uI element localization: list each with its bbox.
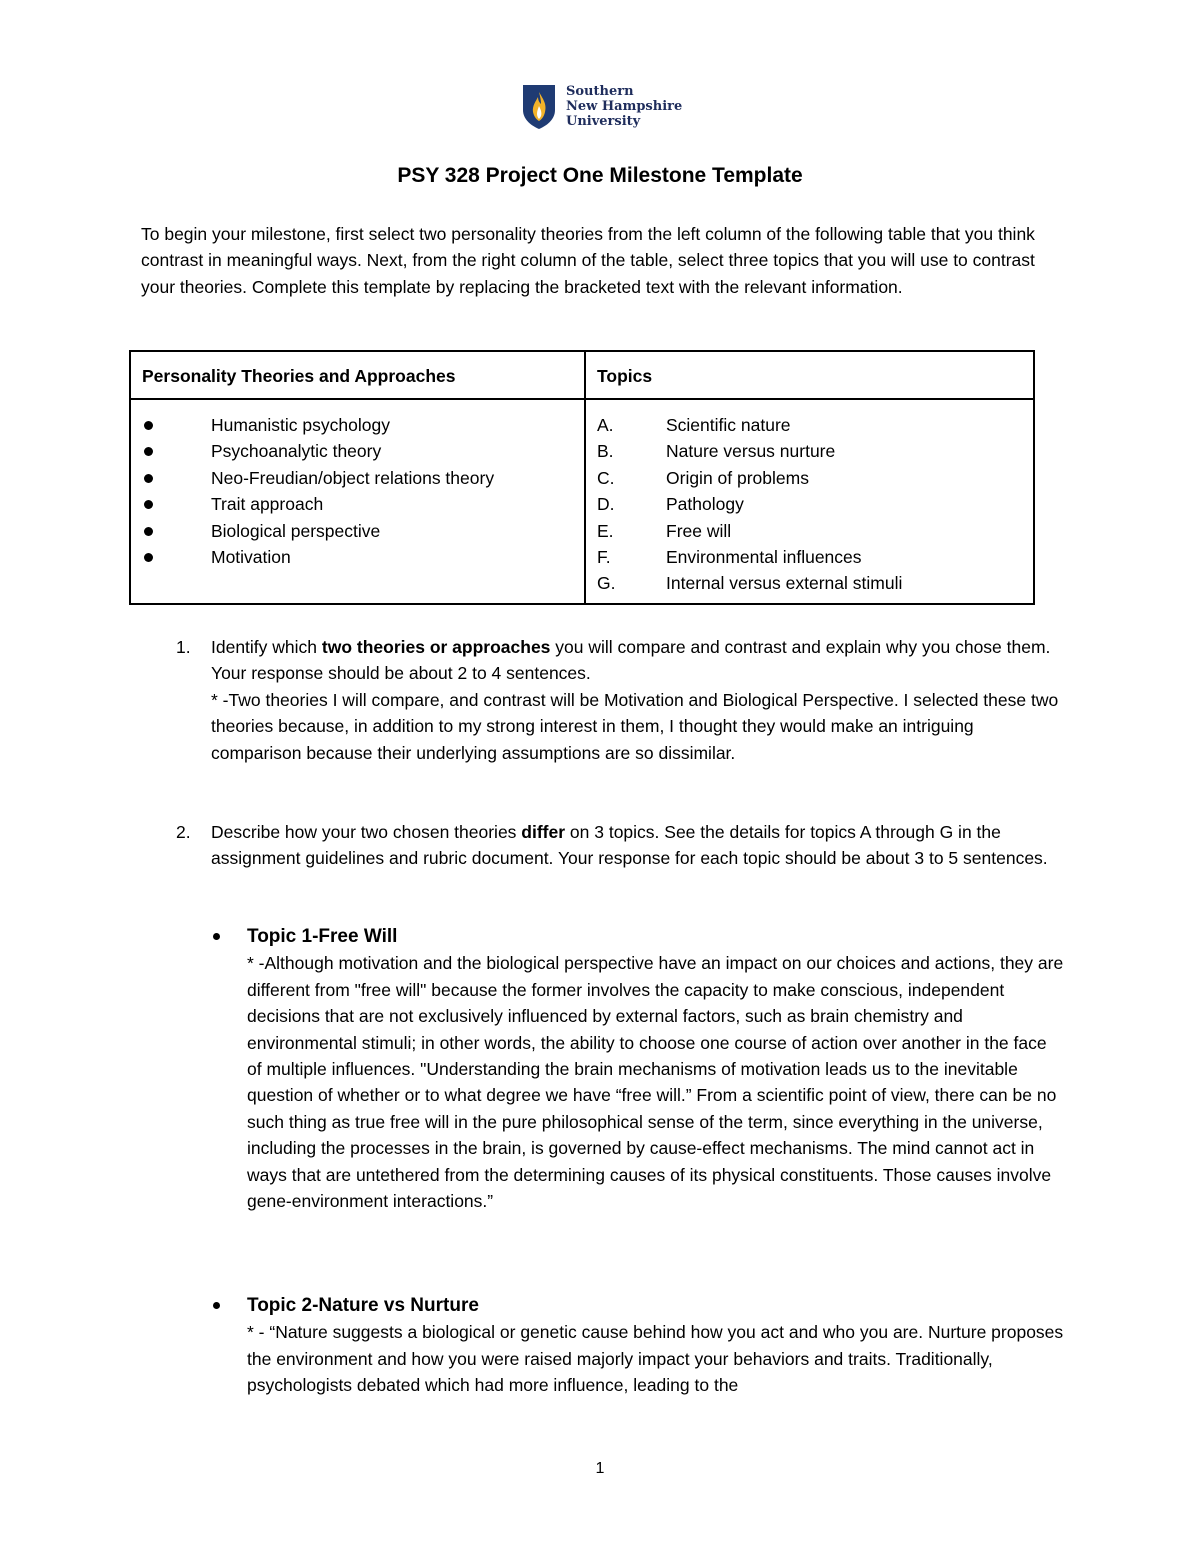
question-prompt-pre: Identify which (211, 637, 322, 657)
topic-letter: B. (597, 441, 614, 462)
topic-letter: D. (597, 494, 615, 515)
page-number: 1 (595, 1460, 605, 1477)
topic-item (586, 412, 1033, 438)
bullet-icon (144, 553, 153, 562)
theory-label: Trait approach (211, 494, 324, 515)
logo-wordmark (566, 84, 682, 129)
question-body (211, 819, 1066, 872)
topic-item (586, 570, 1033, 596)
theories-column (131, 352, 586, 603)
question-prompt-pre: Describe how your two chosen theories (211, 822, 522, 842)
bullet-icon (144, 474, 153, 483)
question-prompt-bold: two theories or approaches (321, 637, 551, 657)
topic-letter: C. (597, 467, 615, 488)
topic-heading: Topic 1-Free Will (247, 926, 398, 947)
question-prompt-post: you will compare and contrast and explain why you chose them. Your response should be about 2 to 4 sentences. (211, 637, 1051, 684)
topic-item (586, 438, 1033, 464)
theory-label: Psychoanalytic theory (211, 441, 382, 462)
topic-letter: E. (597, 520, 614, 541)
page-title: PSY 328 Project One Milestone Template (397, 164, 803, 187)
theories-list (131, 400, 584, 570)
topic-item (586, 491, 1033, 517)
bullet-icon (213, 933, 220, 940)
bullet-icon (144, 447, 153, 456)
question-prompt-bold: differ (521, 822, 566, 842)
question-number: 2. (176, 822, 191, 842)
topic-1-section (211, 924, 1066, 1214)
theory-label: Motivation (211, 546, 291, 567)
theory-item (131, 465, 584, 491)
topic-text: * - “Nature suggests a biological or genetic cause behind how you act and who you are. Nurture proposes the environment and how you were raised majorly impact your behaviors and traits. Traditionally, psychologists debated which had more influence, leading to the (247, 1322, 1064, 1396)
intro-paragraph: To begin your milestone, first select two personality theories from the left column of the following table that you think contrast in meaningful ways. Next, from the right column of the table, select three topics that you will use to contrast your theories. Complete this template by replacing the bracketed text with the relevant information. (141, 224, 1035, 297)
theory-label: Biological perspective (211, 520, 381, 541)
topic-content (247, 924, 1066, 1214)
topic-text: * -Although motivation and the biological perspective have an impact on our choices and actions, they are different from "free will" because the former involves the capacity to make conscious, independent decisions that are not exclusively influenced by external factors, such as brain chemistry and environmental stimuli; in other words, the ability to choose one course of action over another in the face of multiple influences. "Understanding the brain mechanisms of motivation leads us to the inevitable question of whether or to what degree we have “free will.” From a scientific point of view, there can be no such thing as true free will in the pure philosophical sense of the term, since everything in the universe, including the processes in the brain, is governed by cause-effect mechanisms. The mind cannot act in ways that are untethered from the determining causes of its physical constituents. Those causes involve gene-environment interactions.” (247, 953, 1064, 1212)
theory-label: Neo-Freudian/object relations theory (211, 467, 495, 488)
theory-item (131, 544, 584, 570)
topic-label: Scientific nature (666, 415, 791, 435)
topic-content (247, 1293, 1066, 1399)
logo-line-3: University (566, 114, 641, 129)
topics-header: Topics (586, 352, 1033, 400)
question-prompt-post: on 3 topics. See the details for topics A through G in the assignment guidelines and rubric document. Your response for each topic should be about 3 to 5 sentences. (211, 822, 1048, 869)
flame-shield-icon (522, 84, 556, 130)
question-number: 1. (176, 637, 191, 657)
question-answer: * -Two theories I will compare, and contrast will be Motivation and Biological Perspective. I selected these two theories because, in addition to my strong interest in them, I thought they would make an intriguing comparison because their underlying assumptions are so dissimilar. (211, 689, 1059, 763)
topic-label: Pathology (666, 494, 744, 515)
question-2 (176, 819, 1066, 872)
topic-item (586, 544, 1033, 570)
topic-heading: Topic 2-Nature vs Nurture (247, 1295, 479, 1316)
topic-label: Free will (666, 520, 732, 541)
topics-column (586, 352, 1033, 603)
theory-item (131, 438, 584, 464)
theory-item (131, 491, 584, 517)
bullet-icon (213, 1302, 220, 1309)
logo-line-1: Southern (566, 84, 634, 99)
theory-label: Humanistic psychology (211, 415, 390, 435)
topic-letter: G. (597, 573, 616, 594)
theory-item (131, 518, 584, 544)
topic-label: Origin of problems (666, 467, 809, 488)
theory-item (131, 412, 584, 438)
theories-header: Personality Theories and Approaches (131, 352, 584, 400)
question-body (211, 634, 1066, 766)
bullet-icon (144, 421, 153, 430)
theories-topics-table (129, 350, 1035, 605)
bullet-icon (144, 500, 153, 509)
topic-label: Environmental influences (666, 546, 862, 567)
logo-line-2: New Hampshire (566, 99, 683, 114)
topic-label: Internal versus external stimuli (666, 573, 903, 594)
topic-item (586, 465, 1033, 491)
topic-letter: F. (597, 546, 611, 567)
topic-item (586, 518, 1033, 544)
topic-label: Nature versus nurture (666, 441, 836, 462)
topic-letter: A. (597, 415, 614, 435)
topic-2-section (211, 1293, 1066, 1399)
bullet-icon (144, 527, 153, 536)
question-1 (176, 634, 1066, 766)
topics-list (586, 400, 1033, 597)
university-logo (522, 84, 692, 132)
